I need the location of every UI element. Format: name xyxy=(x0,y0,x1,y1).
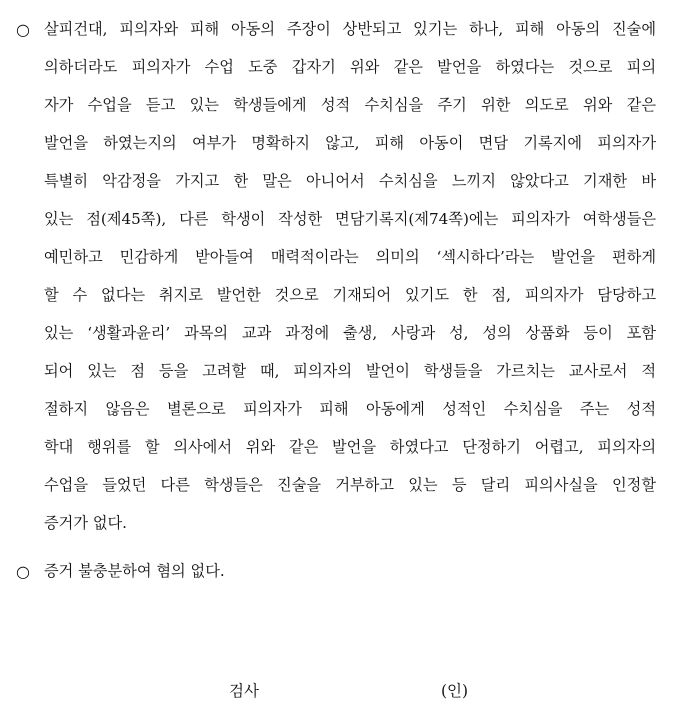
paragraph-line: 의하더라도 피의자가 수업 도중 갑자기 위와 같은 발언을 하였다는 것으로 피의 xyxy=(44,58,656,76)
paragraph-line: 자가 수업을 듣고 있는 학생들에게 성적 수치심을 주기 위한 의도로 위와 같은 xyxy=(44,96,656,114)
paragraph-line: 있는 점(제45쪽), 다른 학생이 작성한 면담기록지(제74쪽)에는 피의자가 여학생들은 xyxy=(44,210,656,228)
paragraph-line: 할 수 없다는 취지로 발언한 것으로 기재되어 있기도 한 점, 피의자가 담당하고 xyxy=(44,286,656,304)
bullet-circle: ○ xyxy=(16,562,30,581)
bullet-circle: ○ xyxy=(16,20,30,39)
conclusion-line: 증거 불충분하여 혐의 없다. xyxy=(44,562,225,580)
paragraph-line: 발언을 하였는지의 여부가 명확하지 않고, 피해 아동이 면담 기록지에 피의자가 xyxy=(44,134,656,152)
signature-seal: (인) xyxy=(441,682,469,700)
paragraph-line: 예민하고 민감하게 받아들여 매력적이라는 의미의 ‘섹시하다’라는 발언을 편하게 xyxy=(44,248,656,266)
signature-role: 검사 xyxy=(229,682,259,700)
paragraph-line: 특별히 악감정을 가지고 한 말은 아니어서 수치심을 느끼지 않았다고 기재한 바 xyxy=(44,172,656,190)
paragraph-line: 살피건대, 피의자와 피해 아동의 주장이 상반되고 있기는 하나, 피해 아동의 진술에 xyxy=(44,20,656,38)
paragraph-line: 되어 있는 점 등을 고려할 때, 피의자의 발언이 학생들을 가르치는 교사로서 적 xyxy=(44,362,656,380)
paragraph-line: 증거가 없다. xyxy=(44,514,128,532)
paragraph-line: 절하지 않음은 별론으로 피의자가 피해 아동에게 성적인 수치심을 주는 성적 xyxy=(44,400,656,418)
paragraph-line: 있는 ‘생활과윤리’ 과목의 교과 과정에 출생, 사랑과 성, 성의 상품화 등이 포함 xyxy=(44,324,656,342)
paragraph-line: 학대 행위를 할 의사에서 위와 같은 발언을 하였다고 단정하기 어렵고, 피의자의 xyxy=(44,438,656,456)
paragraph-line: 수업을 들었던 다른 학생들은 진술을 거부하고 있는 등 달리 피의사실을 인정할 xyxy=(44,476,656,494)
